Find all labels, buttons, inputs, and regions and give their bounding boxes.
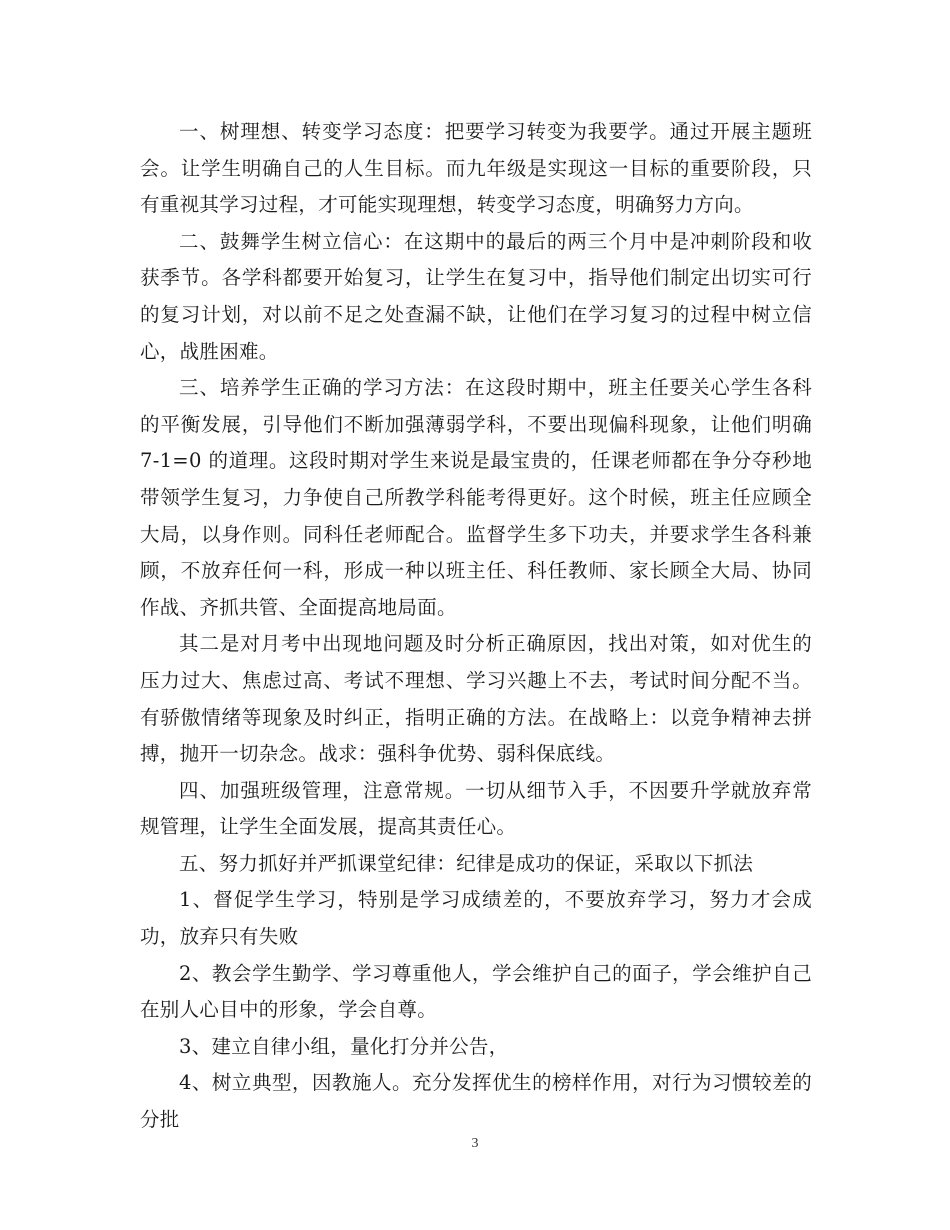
paragraph-goal: 一、树理想、转变学习态度：把要学习转变为我要学。通过开展主题班会。让学生明确自己的人生目标。而九年级是实现这一目标的重要阶段，只有重视其学习过程，才可能实现理想，转变学习态度，明确努力方向。 [140, 120, 812, 217]
paragraph-study-method: 三、培养学生正确的学习方法：在这段时期中，班主任要关心学生各科的平衡发展，引导他们不断加强薄弱学科，不要出现偏科现象，让他们明确 7-1=0 的道理。这段时期对学生来说是最宝贵的，任课老师都在争分夺秒地带领学生复习，力争使自己所教学科能考得更好。这个时候，班主任应顾全大局，以身作则。同科任老师配合。监督学生多下功夫，并要求学生各科兼顾，不放弃任何一科，形成一种以班主任、科任教师、家长顾全大局、协同作战、齐抓共管、全面提高地局面。 [140, 376, 812, 619]
paragraph-exam-analysis: 其二是对月考中出现地问题及时分析正确原因，找出对策，如对优生的压力过大、焦虑过高、考试不理想、学习兴趣上不去，考试时间分配不当。有骄傲情绪等现象及时纠正，指明正确的方法。在战略上：以竞争精神去拼搏，抛开一切杂念。战求：强科争优势、弱科保底线。 [140, 632, 812, 766]
document-body [140, 114, 812, 1139]
page-number: 3 [471, 1136, 479, 1151]
list-item-supervise: 1、督促学生学习，特别是学习成绩差的，不要放弃学习，努力才会成功，放弃只有失败 [140, 888, 812, 949]
list-item-respect: 2、教会学生勤学、学习尊重他人，学会维护自己的面子，学会维护自己在别人心目中的形象，学会自尊。 [140, 961, 812, 1022]
list-item-self-discipline-group: 3、建立自律小组，量化打分并公告， [179, 1034, 509, 1058]
list-item-role-models: 4、树立典型，因教施人。充分发挥优生的榜样作用，对行为习惯较差的分批 [140, 1071, 812, 1132]
paragraph-confidence: 二、鼓舞学生树立信心：在这期中的最后的两三个月中是冲刺阶段和收获季节。各学科都要开始复习，让学生在复习中，指导他们制定出切实可行的复习计划，对以前不足之处查漏不缺，让他们在学习复习的过程中树立信心，战胜困难。 [140, 229, 812, 363]
paragraph-class-management: 四、加强班级管理，注意常规。一切从细节入手，不因要升学就放弃常规管理，让学生全面发展，提高其责任心。 [140, 778, 812, 839]
paragraph-discipline: 五、努力抓好并严抓课堂纪律：纪律是成功的保证，采取以下抓法 [179, 851, 754, 875]
